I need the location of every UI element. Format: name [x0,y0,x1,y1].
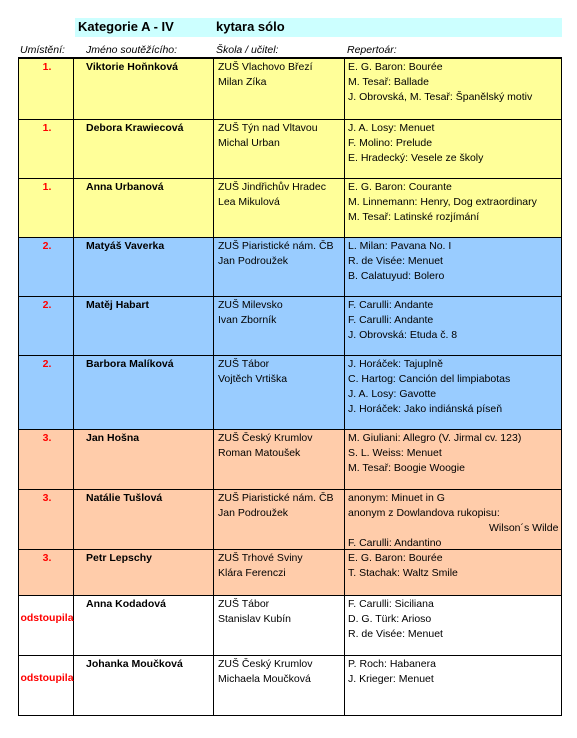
school-teacher [218,551,303,581]
repertoire-item: E. Hradecký: Vesele ze školy [348,152,484,164]
repertoire-cell [345,596,562,655]
place-cell [18,238,74,296]
school-cell [214,297,345,355]
repertoire-item: anonym z Dowlandova rukopisu: [348,507,500,519]
place-cell [18,656,74,715]
school-teacher [218,121,318,151]
place-label: 3. [42,552,52,564]
repertoire-item: J. Horáček: Tajuplně [348,358,443,370]
repertoire-item: S. L. Weiss: Menuet [348,447,442,459]
repertoire-item: M. Linnemann: Henry, Dog extraordinary [348,196,537,208]
repertoire-list [348,180,537,225]
name-cell [74,179,214,237]
school-name: ZUŠ Tábor [218,598,270,610]
place-cell [18,297,74,355]
table-row [18,596,562,656]
school-cell [214,596,345,655]
repertoire-cell [345,550,562,595]
school-name: ZUŠ Český Krumlov [218,432,313,444]
place-cell [18,356,74,429]
table-row [18,58,562,120]
competitor-name: Natálie Tušlová [86,492,163,504]
repertoire-list [348,298,457,343]
repertoire-cell [345,120,562,178]
name-cell [74,238,214,296]
table-row [18,550,562,596]
repertoire-item: D. G. Türk: Arioso [348,613,432,625]
school-cell [214,59,345,119]
repertoire-item: M. Tesař: Ballade [348,76,429,88]
name-cell [74,297,214,355]
repertoire-item: T. Stachak: Waltz Smile [348,567,458,579]
repertoire-cell [345,297,562,355]
repertoire-item: M. Giuliani: Allegro (V. Jirmal cv. 123) [348,432,522,444]
school-cell [214,238,345,296]
repertoire-item: J. A. Losy: Gavotte [348,388,437,400]
repertoire-item: B. Calatuyud: Bolero [348,270,445,282]
repertoire-item: E. G. Baron: Bourée [348,61,443,73]
place-label: 3. [42,432,52,444]
name-cell [74,656,214,715]
repertoire-list [348,60,532,105]
repertoire-item: J. Obrovská: Etuda č. 8 [348,329,458,341]
school-cell [214,430,345,489]
school-teacher [218,657,313,687]
repertoire-cell [345,430,562,489]
repertoire-item: F. Carulli: Siciliana [348,598,434,610]
header-place: Umístění: [20,44,65,56]
repertoire-item: R. de Visée: Menuet [348,628,443,640]
teacher-name: Jan Podroužek [218,507,289,519]
repertoire-list [348,431,521,476]
name-cell [74,430,214,489]
place-cell [18,120,74,178]
competitor-name: Jan Hošna [86,432,140,444]
repertoire-item: M. Tesař: Latinské rozjímání [348,211,480,223]
repertoire-cell [345,238,562,296]
teacher-name: Milan Zíka [218,76,267,88]
competitor-name: Barbora Malíková [86,358,174,370]
school-name: ZUŠ Jindřichův Hradec [218,181,326,193]
repertoire-item: anonym: Minuet in G [348,492,445,504]
repertoire-item: J. Horáček: Jako indiánská píseň [348,403,503,415]
repertoire-cell [345,179,562,237]
instrument-title: kytara sólo [216,19,285,34]
place-cell [18,596,74,655]
school-teacher [218,60,313,90]
school-cell [214,656,345,715]
school-teacher [218,298,283,328]
repertoire-list [348,551,458,581]
repertoire-item: J. A. Losy: Menuet [348,122,435,134]
school-name: ZUŠ Milevsko [218,299,283,311]
repertoire-list [348,357,510,417]
place-cell [18,490,74,549]
teacher-name: Michal Urban [218,137,280,149]
table-row [18,656,562,716]
school-name: ZUŠ Týn nad Vltavou [218,122,318,134]
header-repertoire: Repertoár: [347,44,397,56]
place-label: odstoupila [20,612,74,624]
repertoire-cell [345,490,562,549]
competitor-name: Matěj Habart [86,299,150,311]
teacher-name: Klára Ferenczi [218,567,286,579]
place-cell [18,430,74,489]
repertoire-item: M. Tesař: Boogie Woogie [348,462,465,474]
place-label: odstoupila [20,672,74,684]
teacher-name: Roman Matoušek [218,447,301,459]
teacher-name: Michaela Moučková [218,673,311,685]
place-label: 2. [42,240,52,252]
school-cell [214,120,345,178]
competitor-name: Viktorie Hoňnková [86,61,178,73]
school-teacher [218,239,334,269]
repertoire-item: F. Carulli: Andante [348,299,434,311]
place-label: 2. [42,358,52,370]
school-teacher [218,431,313,461]
repertoire-item: J. Krieger: Menuet [348,673,434,685]
table-row [18,356,562,430]
name-cell [74,490,214,549]
repertoire-list [348,597,443,642]
place-label: 1. [42,61,52,73]
name-cell [74,356,214,429]
school-cell [214,550,345,595]
repertoire-item: F. Carulli: Andante [348,314,434,326]
competitor-name: Debora Krawiecová [86,122,184,134]
repertoire-item: E. G. Baron: Courante [348,181,452,193]
school-teacher [218,491,334,521]
school-teacher [218,180,326,210]
repertoire-item: R. de Visée: Menuet [348,255,443,267]
place-label: 3. [42,492,52,504]
place-label: 1. [42,181,52,193]
teacher-name: Stanislav Kubín [218,613,291,625]
school-name: ZUŠ Piaristické nám. ČB [218,492,334,504]
repertoire-list [348,239,451,284]
repertoire-item: Wilson´s Wilde [489,522,559,534]
table-row [18,120,562,179]
table-row [18,179,562,238]
school-cell [214,179,345,237]
repertoire-item: P. Roch: Habanera [348,658,436,670]
school-teacher [218,357,287,387]
competitor-name: Matyáš Vaverka [86,240,165,252]
repertoire-item: F. Molino: Prelude [348,137,433,149]
school-name: ZUŠ Trhové Sviny [218,552,303,564]
repertoire-cell [345,59,562,119]
header-name: Jméno soutěžícího: [86,44,178,56]
competitor-name: Anna Urbanová [86,181,164,193]
competitor-name: Johanka Moučková [86,658,183,670]
repertoire-cell [345,356,562,429]
repertoire-item: C. Hartog: Canción del limpiabotas [348,373,511,385]
repertoire-item: E. G. Baron: Bourée [348,552,443,564]
school-teacher [218,597,291,627]
repertoire-list [348,121,483,166]
teacher-name: Vojtěch Vrtiška [218,373,288,385]
repertoire-item: L. Milan: Pavana No. I [348,240,452,252]
school-name: ZUŠ Vlachovo Březí [218,61,313,73]
school-cell [214,490,345,549]
place-label: 2. [42,299,52,311]
name-cell [74,120,214,178]
table-row [18,297,562,356]
table-row [18,238,562,297]
name-cell [74,550,214,595]
competitor-name: Petr Lepschy [86,552,152,564]
category-title: Kategorie A - IV [78,19,174,34]
competitor-name: Anna Kodadová [86,598,166,610]
school-cell [214,356,345,429]
name-cell [74,596,214,655]
repertoire-item: J. Obrovská, M. Tesař: Španělský motiv [348,91,533,103]
place-cell [18,179,74,237]
name-cell [74,59,214,119]
school-name: ZUŠ Piaristické nám. ČB [218,240,334,252]
repertoire-list [348,657,436,687]
repertoire-cell [345,656,562,715]
school-name: ZUŠ Tábor [218,358,270,370]
teacher-name: Jan Podroužek [218,255,289,267]
place-cell [18,59,74,119]
teacher-name: Lea Mikulová [218,196,280,208]
repertoire-item: F. Carulli: Andantino [348,537,442,549]
place-label: 1. [42,122,52,134]
header-school: Škola / učitel: [216,44,279,56]
repertoire-list [348,491,562,551]
table-row [18,490,562,550]
place-cell [18,550,74,595]
school-name: ZUŠ Český Krumlov [218,658,313,670]
teacher-name: Ivan Zborník [218,314,277,326]
table-row [18,430,562,490]
